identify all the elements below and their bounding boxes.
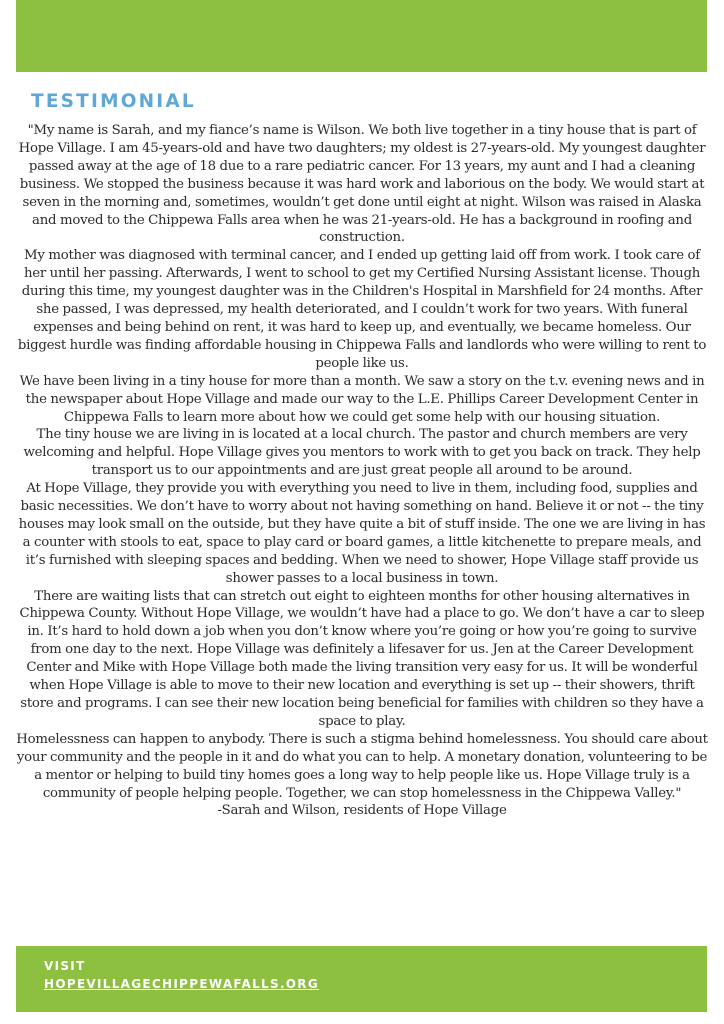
header-banner <box>16 0 707 72</box>
testimonial-paragraph: There are waiting lists that can stretch out eight to eighteen months for other housing alternatives in Chippewa County. Without Hope Village, we wouldn’t have had a place to go. We don’t have a car to sleep in. It’s hard to hold down a job when you don’t know where you’re going or how you’re going to survive from one day to the next. Hope Village was definitely a lifesaver for us. Jen at the Career Development Center and Mike with Hope Village both made the living transition very easy for us. It will be wonderful when Hope Village is able to move to their new location and everything is set up -- their showers, thrift store and programs. I can see their new location being beneficial for families with children so they have a space to play. <box>19 588 705 729</box>
testimonial-paragraph: "My name is Sarah, and my fiance’s name is Wilson. We both live together in a tiny house that is part of Hope Village. I am 45-years-old and have two daughters; my oldest is 27-years-old. My youngest daughter passed away at the age of 18 due to a rare pediatric cancer. For 13 years, my aunt and I had a cleaning business. We stopped the business because it was hard work and laborious on the body. We would start at seven in the morning and, sometimes, wouldn’t get done until eight at night. Wilson was raised in Alaska and moved to the Chippewa Falls area when he was 21-years-old. He has a background in roofing and construction. <box>18 123 706 246</box>
footer-banner <box>16 946 707 1012</box>
testimonial-body <box>16 122 708 820</box>
testimonial-paragraph: The tiny house we are living in is located at a local church. The pastor and church members are very welcoming and helpful. Hope Village gives you mentors to work with to get you back on track. They help transport us to our appointments and are just great people all around to be around. <box>23 427 701 479</box>
page-title: TESTIMONIAL <box>31 91 196 112</box>
website-link[interactable]: HOPEVILLAGECHIPPEWAFALLS.ORG <box>44 977 319 991</box>
testimonial-paragraph: At Hope Village, they provide you with everything you need to live in them, including food, supplies and basic necessities. We don’t have to worry about not having something on hand. Believe it or not -- the tiny houses may look small on the outside, but they have quite a bit of stuff inside. The one we are living in has a counter with stools to eat, space to play card or board games, a little kitchenette to prepare meals, and it’s furnished with sleeping spaces and bedding. When we need to shower, Hope Village staff provide us shower passes to a local business in town. <box>18 481 706 586</box>
testimonial-signature: -Sarah and Wilson, residents of Hope Village <box>217 803 507 819</box>
testimonial-paragraph: Homelessness can happen to anybody. There is such a stigma behind homelessness. You should care about your community and the people in it and do what you can to help. A monetary donation, volunteering to be a mentor or helping to build tiny homes goes a long way to help people like us. Hope Village truly is a community of people helping people. Together, we can stop homelessness in the Chippewa Valley." <box>16 731 708 801</box>
testimonial-paragraph: We have been living in a tiny house for more than a month. We saw a story on the t.v. evening news and in the newspaper about Hope Village and made our way to the L.E. Phillips Career Development Center in Chippewa Falls to learn more about how we could get some help with our housing situation. <box>19 373 705 425</box>
visit-label: VISIT <box>44 959 86 973</box>
testimonial-paragraph: My mother was diagnosed with terminal cancer, and I ended up getting laid off from work. I took care of her until her passing. Afterwards, I went to school to get my Certified Nursing Assistant license. Though during this time, my youngest daughter was in the Children's Hospital in Marshfield for 24 months. After she passed, I was depressed, my health deteriorated, and I couldn’t work for two years. With funeral expenses and being behind on rent, it was hard to keep up, and eventually, we became homeless. Our biggest hurdle was finding affordable housing in Chippewa Falls and landlords who were willing to rent to people like us. <box>17 248 707 371</box>
